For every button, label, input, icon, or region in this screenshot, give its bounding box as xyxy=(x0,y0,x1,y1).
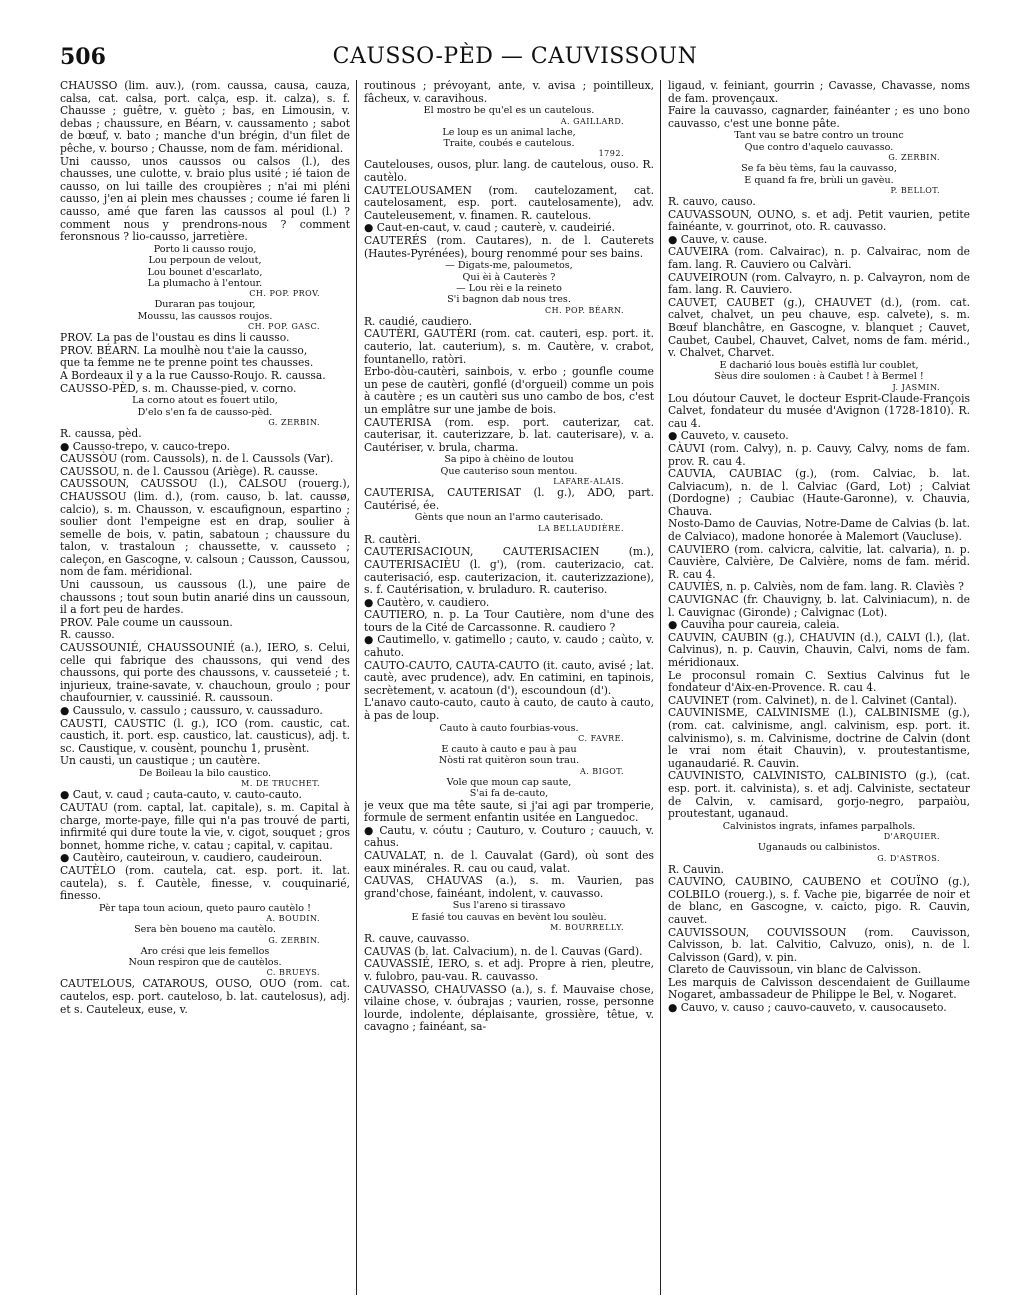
quote-line: De Boileau la bilo caustico. xyxy=(138,767,272,779)
quote-line: D'elo s'en fa de causso-pèd. xyxy=(137,406,273,418)
entry-paragraph: CAUVASSIÉ, IERO, s. et adj. Propre à rien, pleutre, v. fulobro, pau-vau. R. cauvasso. xyxy=(364,957,654,983)
entry-paragraph: CAUTELOUS, CATAROUS, OUSO, OUO (rom. cat. cautelos, esp. port. cauteloso, b. lat. cautelosus), adj. et s. Cauteleux, euse, v. xyxy=(60,977,350,1016)
entry-paragraph: je veux que ma tête saute, si j'ai agi par tromperie, formule de serment enfantin usitée en Languedoc. xyxy=(364,798,654,825)
entry-paragraph: CAUVIERO (rom. calvicra, calvitie, lat. calvaria), n. p. Cauvière, Calvière, De Calvière, noms de fam. mérid. R. cau 4. xyxy=(668,542,970,581)
entry-paragraph: CAUTERISA (rom. esp. port. cauterizar, cat. cauterisar, it. cauterizzare, b. lat. cauterisare), v. a. Cautériser, v. brula, charma. xyxy=(364,415,654,454)
entry-paragraph: Erbo-dòu-cautèri, sainbois, v. erbo ; gounfle coume un pese de cautèri, gonflé (d'orgueil) comme un pois à cautère ; es un cautèri sus uno cambo de bos, c'est un emplâtre sur une jambe de bois. xyxy=(364,365,654,416)
quote-line: — Digats-me, paloumetos, xyxy=(445,260,573,272)
entry-paragraph: CAUVASSO, CHAUVASSO (a.), s. f. Mauvaise chose, vilaine chose, v. óubrajas ; vaurien, rosse, personne lourde, indolente, déplaisante, grossière, têtue, v. cavagno ; fainéant, sa- xyxy=(364,982,654,1034)
quote-line: La corno atout es fouert utilo, xyxy=(132,395,278,407)
entry-paragraph: CÀUVI (rom. Calvy), n. p. Cauvy, Calvy, noms de fam. prov. R. cau 4. xyxy=(668,441,970,468)
quote-line: Gènts que noun an l'armo cauterisado. xyxy=(414,512,604,524)
quote-line: Tant vau se batre contro un trounc xyxy=(734,130,904,142)
entry-paragraph: CAUTELOUSAMEN (rom. cautelozament, cat. cautelosament, esp. port. cautelosamente), adv. Cauteleusement, v. finamen. R. cautelous. xyxy=(364,183,654,222)
entry-paragraph: R. caudié, caudiero. xyxy=(364,314,473,328)
entry-paragraph: ● Cauviha pour caureia, caleia. xyxy=(668,618,840,632)
quote-source: LAFARE-ALAIS. xyxy=(553,477,624,487)
quote-source: A. BOUDIN. xyxy=(266,914,320,924)
entry-paragraph: R. Cauvin. xyxy=(668,862,725,876)
quote-line: La plumacho à l'entour. xyxy=(147,277,263,289)
quote-line: — Lou rèi e la reineto xyxy=(456,282,562,294)
quote-line: Cauto à cauto fourbias-vous. xyxy=(439,722,579,734)
entry-paragraph: PROV. BÉARN. La moulhè nou t'aie la causso, xyxy=(60,343,308,357)
quote-source: M. DE TRUCHET. xyxy=(241,779,320,789)
quote-line: Lou bounet d'escarlato, xyxy=(147,266,263,278)
entry-paragraph: PROV. Pale coume un caussoun. xyxy=(60,615,233,629)
quote-line: Calvinistos ingrats, infames parpalhols. xyxy=(722,820,916,832)
quote-line: Moussu, las caussos roujos. xyxy=(137,310,273,322)
entry-paragraph: Faire la cauvasso, cagnarder, fainéanter ; es uno bono cauvasso, c'est une bonne pâte. xyxy=(668,104,970,130)
entry-paragraph: A Bordeaux il y a la rue Causso-Roujo. R. caussa. xyxy=(60,368,326,382)
entry-paragraph: ● Cauvo, v. causo ; cauvo-cauveto, v. causocauseto. xyxy=(668,1001,947,1015)
entry-paragraph: CAUVASSOUN, OUNO, s. et adj. Petit vaurien, petite fainéante, v. gourrinot, oto. R. cauvasso. xyxy=(668,207,970,234)
quote-line: S'ai fa de-cauto, xyxy=(469,788,549,800)
entry-paragraph: routinous ; prévoyant, ante, v. avisa ; pointilleux, fâcheux, v. caravihous. xyxy=(364,80,654,105)
entry-paragraph: ● Cautimello, v. gatimello ; cauto, v. caudo ; caùto, v. cahuto. xyxy=(364,633,654,660)
quote-source: G. D'ASTROS. xyxy=(877,853,940,863)
quote-source: 1792. xyxy=(598,149,624,159)
quote-source: A. BIGOT. xyxy=(579,766,624,776)
entry-paragraph: Uni caussoun, us caussous (l.), une paire de chaussons ; tout soun butin anarié dins un caussoun, il a fort peu de hardes. xyxy=(60,578,350,617)
entry-paragraph: CAUTIERO, n. p. La Tour Cautière, nom d'une des tours de la Cité de Carcassonne. R. caudiero ? xyxy=(364,608,654,634)
quote-source: G. ZERBIN. xyxy=(268,935,320,945)
quote-line: Porto li causso roujo, xyxy=(153,243,257,255)
entry-paragraph: CAUVIÈS, n. p. Calviès, nom de fam. lang. R. Clavìès ? xyxy=(668,580,964,594)
quote-line: Qui èi à Cauterès ? xyxy=(462,271,556,283)
quote-line: Sus l'areno si tirassavo xyxy=(452,900,566,912)
quote-line: El mostro be qu'el es un cautelous. xyxy=(423,105,595,117)
quote-source: P. BELLOT. xyxy=(890,186,940,195)
quote-line: Pèr tapa toun acioun, queto pauro cautèlo ! xyxy=(99,902,311,914)
entry-paragraph: PROV. La pas de l'oustau es dins li causso. xyxy=(60,331,290,345)
quote-line: Nòsti rat quitèron soun trau. xyxy=(438,755,580,767)
quote-line: Le loup es un animal lache, xyxy=(442,126,576,138)
quote-line: Sera bèn boueno ma cautèlo. xyxy=(134,924,276,936)
entry-paragraph: Lou dóutour Cauvet, le docteur Esprit-Claude-François Calvet, fondateur du musée d'Avignon (1728-1810). R. cau 4. xyxy=(668,391,970,430)
entry-paragraph: CAUVIGNAC (fr. Chauvigny, b. lat. Calviniacum), n. de l. Cauvignac (Gironde) ; Calvignac (Lot). xyxy=(668,593,970,619)
entry-paragraph: CAUVAS, CHAUVAS (a.), s. m. Vaurien, pas grand'chose, fainéant, indolent, v. cauvasso. xyxy=(364,874,654,900)
entry-paragraph: CAUTÈRI, GAUTÈRI (rom. cat. cauteri, esp. port. it. cauterio, lat. cauterium), s. m. Cautère, v. crabot, fountanello, ratòri. xyxy=(364,327,654,366)
quote-line: Aro crési que leis femellos xyxy=(140,945,270,957)
entry-paragraph: CAUTAU (rom. captal, lat. capitale), s. m. Capital à charge, morte-paye, fille qui n'a pas trouvé de parti, infirmité qui dure toute la vie, v. cigot, souquet ; gros bonnet, homme riche, v. catau ; capital, v. capitau. xyxy=(60,800,350,852)
entry-paragraph: CAUVINISME, CALVINISME (l.), CALBINISME (g.), (rom. cat. calvinisme, angl. calvinism, esp. port. it. calvinismo), s. m. Calvinisme, doctrine de Calvin (dont le vrai nom était Chauvin), v. proutestantisme, uganaudarié. R. Cauvin. xyxy=(668,706,970,770)
entry-paragraph: ● Caussulo, v. cassulo ; caussuro, v. caussaduro. xyxy=(60,704,323,717)
entry-paragraph: CAUSSOUNIÉ, CHAUSSOUNIÉ (a.), IERO, s. Celui, celle qui fabrique des chaussons, qui vend des chaussons, qui porte des chaussons, v. causseteié ; t. injurieux, traine-savate, v. chauchoun, groulo ; pour chaufournier, v. caussinié. R. caussoun. xyxy=(60,641,350,705)
entry-paragraph: CAUSSO-PÈD, s. m. Chausse-pied, v. corno. xyxy=(60,381,297,395)
entry-paragraph: Uni causso, unos caussos ou calsos (l.), des chausses, une culotte, v. braio plus usité ; ié taion de causso, on lui taille des croupières ; n'ai mi pléni causso, j'en ai plein mes chausses ; coume ié faren li causso, amé que faren las caussos al poul (l.) ? comment nous y prendrons-nous ? comment feronsnous ? lio-causso, jarretière. xyxy=(60,154,350,244)
entry-paragraph: ● Caut, v. caud ; cauta-cauto, v. cauto-cauto. xyxy=(60,788,302,802)
quote-line: Duraran pas toujour, xyxy=(154,299,256,311)
quote-source: D'ARQUIER. xyxy=(883,832,940,842)
quote-source: M. BOURRELLY. xyxy=(550,923,624,933)
entry-paragraph: CAUVINO, CAUBINO, CAUBENO et COUÏNO (g.), COLBILO (rouerg.), s. f. Vache pie, bigarrée de noir et de blanc, en Gascogne, v. caicto, pigo. R. Cauvin, cauvet. xyxy=(668,875,970,926)
entry-paragraph: Nosto-Damo de Cauvias, Notre-Dame de Calvias (b. lat. de Calviaco), madone honorée à Malemort (Vaucluse). xyxy=(668,517,970,544)
quote-source: A. GAILLARD. xyxy=(560,116,624,126)
entry-paragraph: CAUSSOUN, CAUSSOU (l.), CALSOU (rouerg.), CHAUSSOU (lim. d.), (rom. causo, b. lat. caussø, calcio), s. m. Chausson, v. escaufignoun, espartino ; soulier dont l'empeigne est en drap, soulier à semelle de bois, v. patin, sabatoun ; chaussure du talon, v. trastaloun ; chaussette, v. causseto ; caleçon, en Gascogne, v. calsoun ; Causson, Caussou, nom de fam. méridional. xyxy=(60,477,350,579)
entry-paragraph: CAUVISSOUN, COUVISSOUN (rom. Cauvisson, Calvisson, b. lat. Calvitio, Calvuzo, onis), n. de l. Calvisson (Gard), v. pin. xyxy=(668,925,970,964)
entry-paragraph: Cautelouses, ousos, plur. lang. de cautelous, ouso. R. cautèlo. xyxy=(364,158,654,184)
entry-paragraph: CAUVINISTO, CALVINISTO, CALBINISTO (g.), (cat. esp. port. it. calvinista), s. et adj. Calviniste, sectateur de Calvin, v. camisard, gorjo-negro, parpaiòu, proutestant, uganaud. xyxy=(668,769,970,821)
quote-line: E quand fa fre, brùli un gavèu. xyxy=(744,174,894,186)
quote-line: Lou perpoun de velout, xyxy=(148,255,262,267)
quote-source: J. JASMIN. xyxy=(892,382,940,392)
quote-line: Que contro d'aquelo cauvasso. xyxy=(744,141,894,153)
column-3 xyxy=(668,80,970,1295)
column-2 xyxy=(364,80,654,1295)
entry-paragraph: ligaud, v. feiniant, gourrin ; Cavasse, Chavasse, noms de fam. provençaux. xyxy=(668,80,970,105)
quote-line: Que cauteriso soun mentou. xyxy=(440,465,578,477)
entry-paragraph: CAUVIN, CAUBIN (g.), CHAUVIN (d.), CALVI (l.), (lat. Calvinus), n. p. Cauvin, Chauvin, Calvi, noms de fam. méridionaux. xyxy=(668,630,970,669)
running-head: CAUSSO-PÈD — CAUVISSOUN xyxy=(332,44,698,69)
quote-line: Sèus dire soulomen : à Caubet ! à Bermel ! xyxy=(714,371,924,383)
quote-source: G. ZERBIN. xyxy=(888,153,940,163)
quote-source: CH. POP. BÉARN. xyxy=(544,305,624,315)
quote-source: C. BRUEYS. xyxy=(266,968,320,978)
quote-line: E fasié tou cauvas en bevènt lou soulèu. xyxy=(411,911,607,923)
entry-paragraph: CAUSSÒU (rom. Caussols), n. de l. Caussols (Var). xyxy=(60,452,334,466)
entry-paragraph: R. cauvo, causo. xyxy=(668,195,756,208)
page-number: 506 xyxy=(60,44,106,70)
entry-paragraph: CAUTERISACIOUN, CAUTERISACIEN (m.), CAUTERISACIÈU (l. g'), (rom. cauterizacio, cat. cauterisació, esp. cauterizacion, it. cauterizzazione), s. f. Cautérisation, v. bruladuro. R. cauteriso. xyxy=(364,545,654,597)
entry-paragraph: CAUVINET (rom. Calvinet), n. de l. Calvinet (Cantal). xyxy=(668,693,958,707)
entry-paragraph: ● Cautu, v. cóutu ; Cauturo, v. Couturo ; cauuch, v. cahus. xyxy=(364,823,654,850)
quote-line: E cauto à cauto e pau à pau xyxy=(441,744,577,756)
quote-line: Uganauds ou calbinistos. xyxy=(757,842,881,854)
quote-line: Traite, coubés e cautelous. xyxy=(443,138,575,149)
quote-source: CH. POP. GASC. xyxy=(248,322,320,332)
column-1 xyxy=(60,80,350,1295)
quote-source: CH. POP. PROV. xyxy=(249,289,320,299)
entry-paragraph: CAUTERÉS (rom. Cautares), n. de l. Cauterets (Hautes-Pyrénées), bourg renommé pour ses bains. xyxy=(364,233,654,260)
entry-paragraph: CAUSTI, CAUSTIC (l. g.), ICO (rom. caustic, cat. caustich, it. port. esp. caustico, lat. causticus), adj. t. sc. Caustique, v. cousènt, pounchu 1, prusènt. xyxy=(60,716,350,755)
quote-line: S'i bagnon dab nous tres. xyxy=(447,294,571,306)
entry-paragraph: que ta femme ne te prenne point tes chausses. xyxy=(60,356,314,370)
quote-line: Vole que moun cap saute, xyxy=(446,776,572,788)
column-divider xyxy=(660,80,661,1295)
entry-paragraph: CAUVEIRA (rom. Calvairac), n. p. Calvairac, nom de fam. lang. R. Cauviero ou Calvàri. xyxy=(668,245,970,271)
entry-paragraph: R. cauve, cauvasso. xyxy=(364,932,470,946)
quote-line: Noun respiron que de cautèlos. xyxy=(128,956,282,968)
entry-paragraph: R. caussa, pèd. xyxy=(60,426,142,440)
page-header xyxy=(60,44,970,74)
entry-paragraph: CAUVEIROUN (rom. Calvayro, n. p. Calvayron, nom de fam. lang. R. Cauviero. xyxy=(668,270,970,297)
entry-paragraph: Clareto de Cauvissoun, vin blanc de Calvisson. xyxy=(668,963,922,977)
entry-paragraph: L'anavo cauto-cauto, cauto à cauto, de cauto à cauto, à pas de loup. xyxy=(364,696,654,723)
entry-paragraph: CHAUSSO (lim. auv.), (rom. caussa, causa, cauza, calsa, cat. calsa, port. calça, esp. it. calza), s. f. Chausse ; guêtre, v. guèto ; bas, en Limousin, v. debas ; chaussure, en Béarn, v. caussamento ; sabot de bœuf, v. bato ; manche d'un brégin, d'un filet de pêche, v. bourso ; Chausse, nom de fam. méridional. xyxy=(60,80,350,155)
entry-paragraph: CAUTERISA, CAUTERISAT (l. g.), ADO, part. Cautérisé, ée. xyxy=(364,486,654,512)
quote-source: C. FAVRE. xyxy=(578,734,624,744)
entry-paragraph: CAUVALAT, n. de l. Cauvalat (Gard), où sont des eaux minérales. R. cau ou caud, valat. xyxy=(364,849,654,875)
quote-line: Sa pipo à chèino de loutou xyxy=(444,454,574,466)
entry-paragraph: ● Cautèro, v. caudiero. xyxy=(364,595,490,609)
entry-paragraph: ● Cautèiro, cauteiroun, v. caudiero, caudeiroun. xyxy=(60,851,323,865)
entry-paragraph: ● Cauveto, v. causeto. xyxy=(668,429,789,443)
entry-paragraph: R. causso. xyxy=(60,628,115,642)
entry-paragraph: CAUTÈLO (rom. cautela, cat. esp. port. it. lat. cautela), s. f. Cautèle, finesse, v. couquinarié, finesso. xyxy=(60,863,350,903)
entry-paragraph: R. cautèri. xyxy=(364,532,421,546)
entry-paragraph: Les marquis de Calvisson descendaient de Guillaume Nogaret, ambassadeur de Philippe le Bel, v. Nogaret. xyxy=(668,975,970,1002)
quote-line: Se fa bèu tèms, fau la cauvasso, xyxy=(741,163,897,175)
entry-paragraph: CAUVIA, CAUBIAC (g.), (rom. Calviac, b. lat. Calviacum), n. de l. Calviac (Gard, Lot) ; Calviat (Dordogne) ; Caubiac (Haute-Garonne), v. Chauvia, Chauva. xyxy=(668,467,970,518)
entry-paragraph: ● Caut-en-caut, v. caud ; cauterè, v. caudeirié. xyxy=(364,221,615,235)
quote-source: G. ZERBIN. xyxy=(268,417,320,427)
quote-source: LA BELLAUDIÈRE. xyxy=(538,523,624,533)
entry-paragraph: Le proconsul romain C. Sextius Calvinus fut le fondateur d'Aix-en-Provence. R. cau 4. xyxy=(668,668,970,695)
entry-paragraph: Un causti, un caustique ; un cautère. xyxy=(60,754,261,768)
entry-paragraph: CAUVAS (b. lat. Calvacium), n. de l. Cauvas (Gard). xyxy=(364,944,643,958)
quote-line: E dacharió lous bouès estiflà lur coublet, xyxy=(719,359,919,371)
column-divider xyxy=(356,80,357,1295)
entry-paragraph: ● Cauve, v. cause. xyxy=(668,232,768,246)
entry-paragraph: CAUVET, CAUBET (g.), CHAUVET (d.), (rom. cat. calvet, chalvet, un peu chauve, esp. calvete), s. m. Bœuf blanchâtre, en Gascogne, v. blanquet ; Cauvet, Caubet, Caubel, Chauvet, Calvet, noms de fam. mérid., v. Chalvet, Charvet. xyxy=(668,295,970,360)
entry-paragraph: ● Causso-trepo, v. cauco-trepo. xyxy=(60,439,231,453)
entry-paragraph: CAUTO-CAUTO, CAUTA-CAUTO (it. cauto, avisé ; lat. cautè, avec prudence), adv. En catimini, en tapinois, secrètement, v. acatoun (d'), escoundoun (d'). xyxy=(364,658,654,697)
entry-paragraph: CAUSSOU, n. de l. Caussou (Ariège). R. causse. xyxy=(60,464,319,478)
